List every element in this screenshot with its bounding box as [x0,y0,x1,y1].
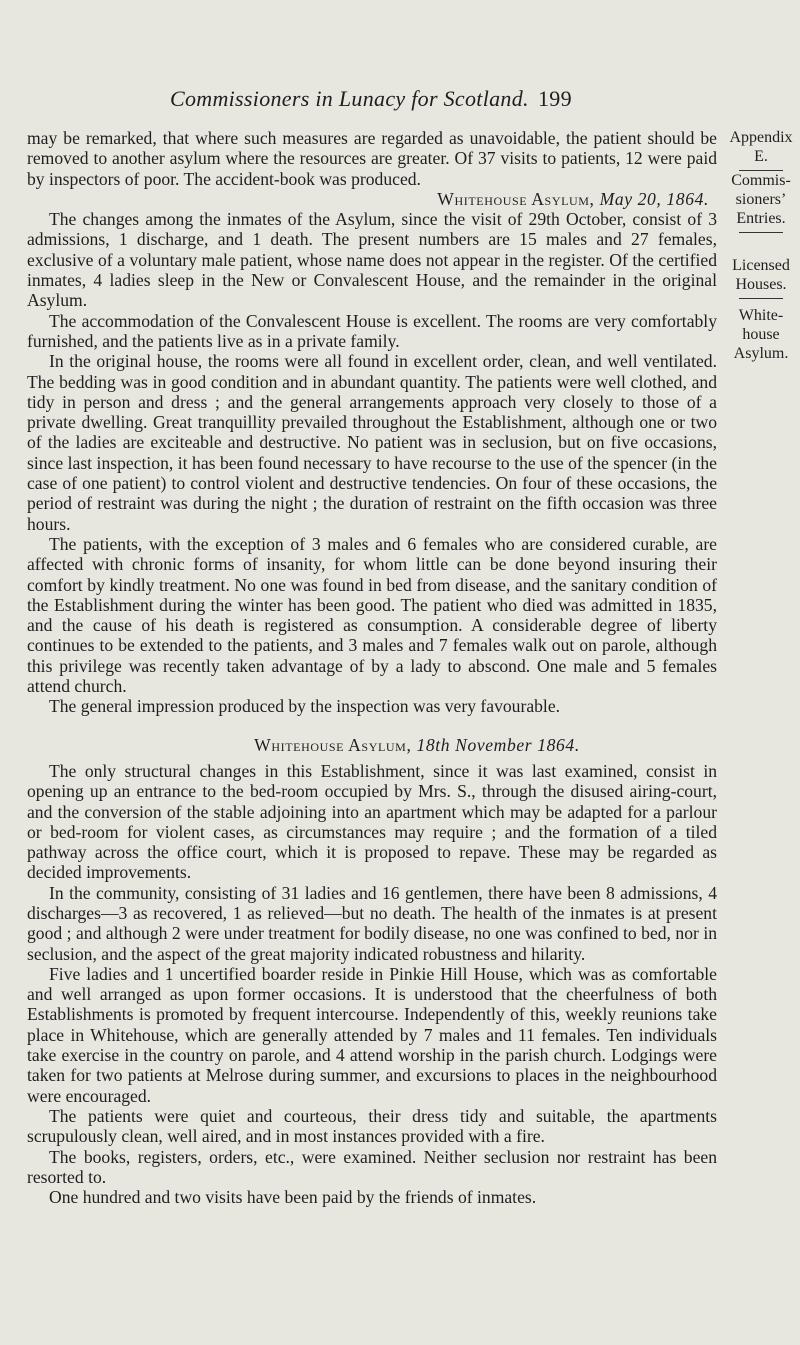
heading-date: May 20, 1864. [599,188,709,209]
margin-note-appendix [722,128,800,175]
section-heading-november [27,735,717,755]
margin-line: Entries. [736,210,786,227]
intro-paragraph: may be remarked, that where such measures are regarded as unavoidable, the patient should be removed to another asylum where the resources are greater. Of 37 visits to patients, 12 were paid by inspectors of poor. The accident-book was produced. [27,128,717,189]
margin-line: Asylum. [733,345,789,362]
margin-line: E. [754,148,768,165]
heading-asylum-name: Whitehouse Asylum, [437,188,595,209]
heading-date: 18th November 1864. [416,734,580,755]
running-title: Commissioners in Lunacy for Scotland. [170,86,529,111]
margin-line: White- [738,307,784,324]
running-header [170,86,650,112]
margin-line: house [742,326,780,343]
margin-note-whitehouse [722,306,800,363]
page-number: 199 [538,86,572,111]
margin-rule [739,232,783,233]
margin-rule [739,298,783,299]
paragraph: In the original house, the rooms were all found in excellent order, clean, and well ventilated. The bedding was in good condition and in abundant quantity. The patients were well clothed, and tidy in person and dress ; and the general arrangements approach very closely to those of a private dwelling. Great tranquillity prevailed throughout the Establishment, although one or two of the ladies are exciteable and destructive. No patient was in seclusion, but on five occasions, since last inspection, it has been found necessary to have recourse to the use of the spencer (in the case of one patient) to control violent and destructive tendencies. On four of these occasions, the period of restraint was during the night ; the duration of restraint on the fifth occasion was three hours. [27,351,717,534]
section-heading-may [27,189,717,209]
paragraph: In the community, consisting of 31 ladies and 16 gentlemen, there have been 8 admissions, 4 discharges—3 as recovered, 1 as relieved—but no death. The health of the inmates is at present good ; and although 2 were under treatment for bodily disease, no one was confined to bed, nor in seclusion, and the aspect of the great majority indicated robustness and hilarity. [27,882,717,964]
paragraph: One hundred and two visits have been paid by the friends of inmates. [49,1187,537,1208]
margin-line: Commis- [731,172,791,189]
main-text [27,128,717,1207]
paragraph: Five ladies and 1 uncertified boarder reside in Pinkie Hill House, which was as comfortable and well arranged as upon former occasions. It is understood that the cheerfulness of both Establishments is promoted by frequent intercourse. Independently of this, weekly reunions take place in Whitehouse, which are generally attended by 7 males and 11 females. Ten individuals take exercise in the country on parole, and 4 attend worship in the parish church. Lodgings were taken for two patients at Melrose during summer, and excursions to places in the neighbourhood were encouraged. [27,963,717,1106]
margin-line: Appendix [729,129,793,146]
margin-line: Houses. [735,276,787,293]
heading-asylum-name: Whitehouse Asylum, [254,734,412,755]
paragraph: The general impression produced by the inspection was very favourable. [49,696,561,717]
paragraph: The patients, with the exception of 3 males and 6 females who are considered curable, are affected with chronic forms of insanity, for whom little can be done beyond insuring their comfort by kindly treatment. No one was found in bed from disease, and the sanitary condition of the Establishment during the winter has been good. The patient who died was admitted in 1835, and the cause of his death is registered as consumption. A considerable degree of liberty continues to be extended to the patients, and 3 males and 7 females walk out on parole, although this privilege was recently taken advantage of by a lady to abscond. One male and 5 females attend church. [27,533,717,697]
margin-line: Licensed [732,257,790,274]
margin-note-licensed [722,256,800,303]
paragraph: The changes among the inmates of the Asylum, since the visit of 29th October, consist of 3 admissions, 1 discharge, and 1 death. The present numbers are 15 males and 27 females, exclusive of a voluntary male patient, whose name does not appear in the register. Of the certified inmates, 4 ladies sleep in the New or Convalescent House, and the remainder in the original Asylum. [27,209,717,311]
paragraph: The books, registers, orders, etc., were examined. Neither seclusion nor restraint has been resorted to. [27,1146,717,1187]
paragraph: The patients were quiet and courteous, their dress tidy and suitable, the apartments scrupulously clean, well aired, and in most instances provided with a fire. [27,1105,717,1147]
paragraph: The only structural changes in this Establishment, since it was last examined, consist in opening up an entrance to the bed-room occupied by Mrs. S., through the disused airing-court, and the conversion of the stable adjoining into an apartment which may be adapted for a parlour or bed-room for violent cases, as circumstances may require ; and the formation of a tiled pathway across the office court, which it is proposed to repave. These may be regarded as decided improvements. [27,760,717,883]
paragraph: The accommodation of the Convalescent House is excellent. The rooms are very comfortably furnished, and the patients live as in a private family. [27,310,717,351]
margin-note-commissioners [722,171,800,237]
margin-line: sioners’ [735,191,787,208]
